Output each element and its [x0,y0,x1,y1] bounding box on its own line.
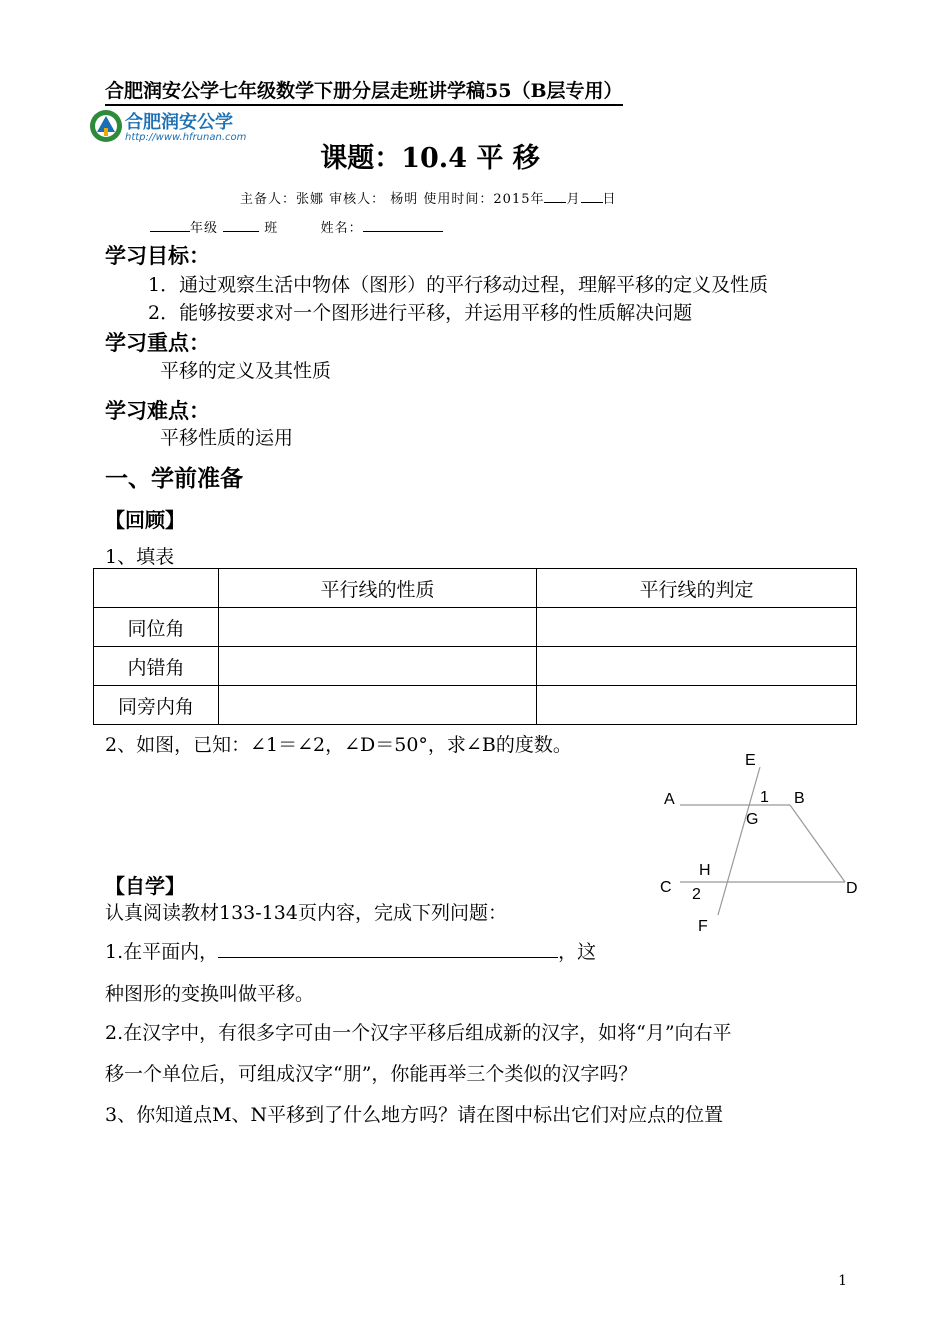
label-g: G [746,811,759,828]
logo-title: 合肥润安公学 [125,112,233,133]
class-label: 班 [264,221,279,236]
label-e: E [745,752,756,769]
label-h: H [699,862,711,879]
q1-answer-blank[interactable] [218,939,558,958]
lesson-title: 课题：10.4 平 移 [320,143,540,174]
table-row [94,686,857,725]
line-bd [790,805,845,882]
student-info-line [150,217,443,236]
self-study-q3: 3、你知道点M、N平移到了什么地方吗？请在图中标出它们对应点的位置 [105,1104,724,1126]
label-b: B [794,790,805,807]
grade-label: 年级 [190,221,219,236]
table-header-cell [94,569,219,608]
table-header-row [94,569,857,608]
meta-line [240,188,617,207]
geometry-figure [650,745,880,945]
table-header-cell: 平行线的性质 [219,569,537,608]
class-blank[interactable] [223,217,259,232]
table-cell[interactable] [219,647,537,686]
row-label: 同旁内角 [94,686,219,725]
day-blank[interactable] [581,188,603,203]
label-a: A [664,791,675,808]
goal-item: 1．通过观察生活中物体（图形）的平行移动过程，理解平移的定义及性质 [148,274,769,296]
difficulty-heading: 学习难点： [105,399,210,423]
review-label: 【回顾】 [105,508,185,532]
name-blank[interactable] [363,217,443,232]
document-header: 合肥润安公学七年级数学下册分层走班讲学稿55（B层专用） [105,76,623,106]
logo-url: http://www.hfrunan.com [125,132,247,143]
q1-prefix: 1.在平面内， [105,941,219,963]
self-study-q2-cont: 移一个单位后，可组成汉字“朋”，你能再举三个类似的汉字吗？ [105,1063,638,1085]
month-blank[interactable] [544,188,566,203]
meta-authors: 主备人：张娜 审核人： 杨明 使用时间：2015年 [240,192,545,207]
table-header-cell: 平行线的判定 [537,569,857,608]
label-2: 2 [692,886,701,903]
label-d: D [846,880,858,897]
day-label: 日 [602,192,617,207]
review-q1: 1、填表 [105,546,175,568]
self-study-label: 【自学】 [105,874,185,898]
table-cell[interactable] [219,686,537,725]
table-cell[interactable] [537,686,857,725]
month-label: 月 [566,192,581,207]
goal-item: 2．能够按要求对一个图形进行平移，并运用平移的性质解决问题 [148,302,693,324]
focus-heading: 学习重点： [105,331,210,355]
q1-suffix: ，这 [558,941,597,963]
table-row [94,608,857,647]
self-study-q1 [105,937,596,964]
table-row [94,647,857,686]
name-label: 姓名： [320,221,363,236]
self-study-q1-cont: 种图形的变换叫做平移。 [105,983,315,1005]
section-heading: 一、学前准备 [105,466,243,492]
goals-heading: 学习目标： [105,244,210,268]
review-q2: 2、如图，已知：∠1＝∠2，∠D＝50°，求∠B的度数。 [105,734,572,756]
line-ef [718,767,760,915]
row-label: 内错角 [94,647,219,686]
table-cell[interactable] [219,608,537,647]
label-1: 1 [760,789,769,806]
difficulty-text: 平移性质的运用 [160,427,294,449]
page-number: 1 [838,1273,847,1289]
self-study-intro: 认真阅读教材133-134页内容，完成下列问题： [105,902,507,924]
focus-text: 平移的定义及其性质 [160,360,332,382]
row-label: 同位角 [94,608,219,647]
table-cell[interactable] [537,647,857,686]
grade-blank[interactable] [150,217,190,232]
self-study-q2: 2.在汉字中，有很多字可由一个汉字平移后组成新的汉字，如将“月”向右平 [105,1022,732,1044]
label-f: F [698,918,708,935]
fill-table [93,568,857,725]
table-cell[interactable] [537,608,857,647]
label-c: C [660,879,672,896]
